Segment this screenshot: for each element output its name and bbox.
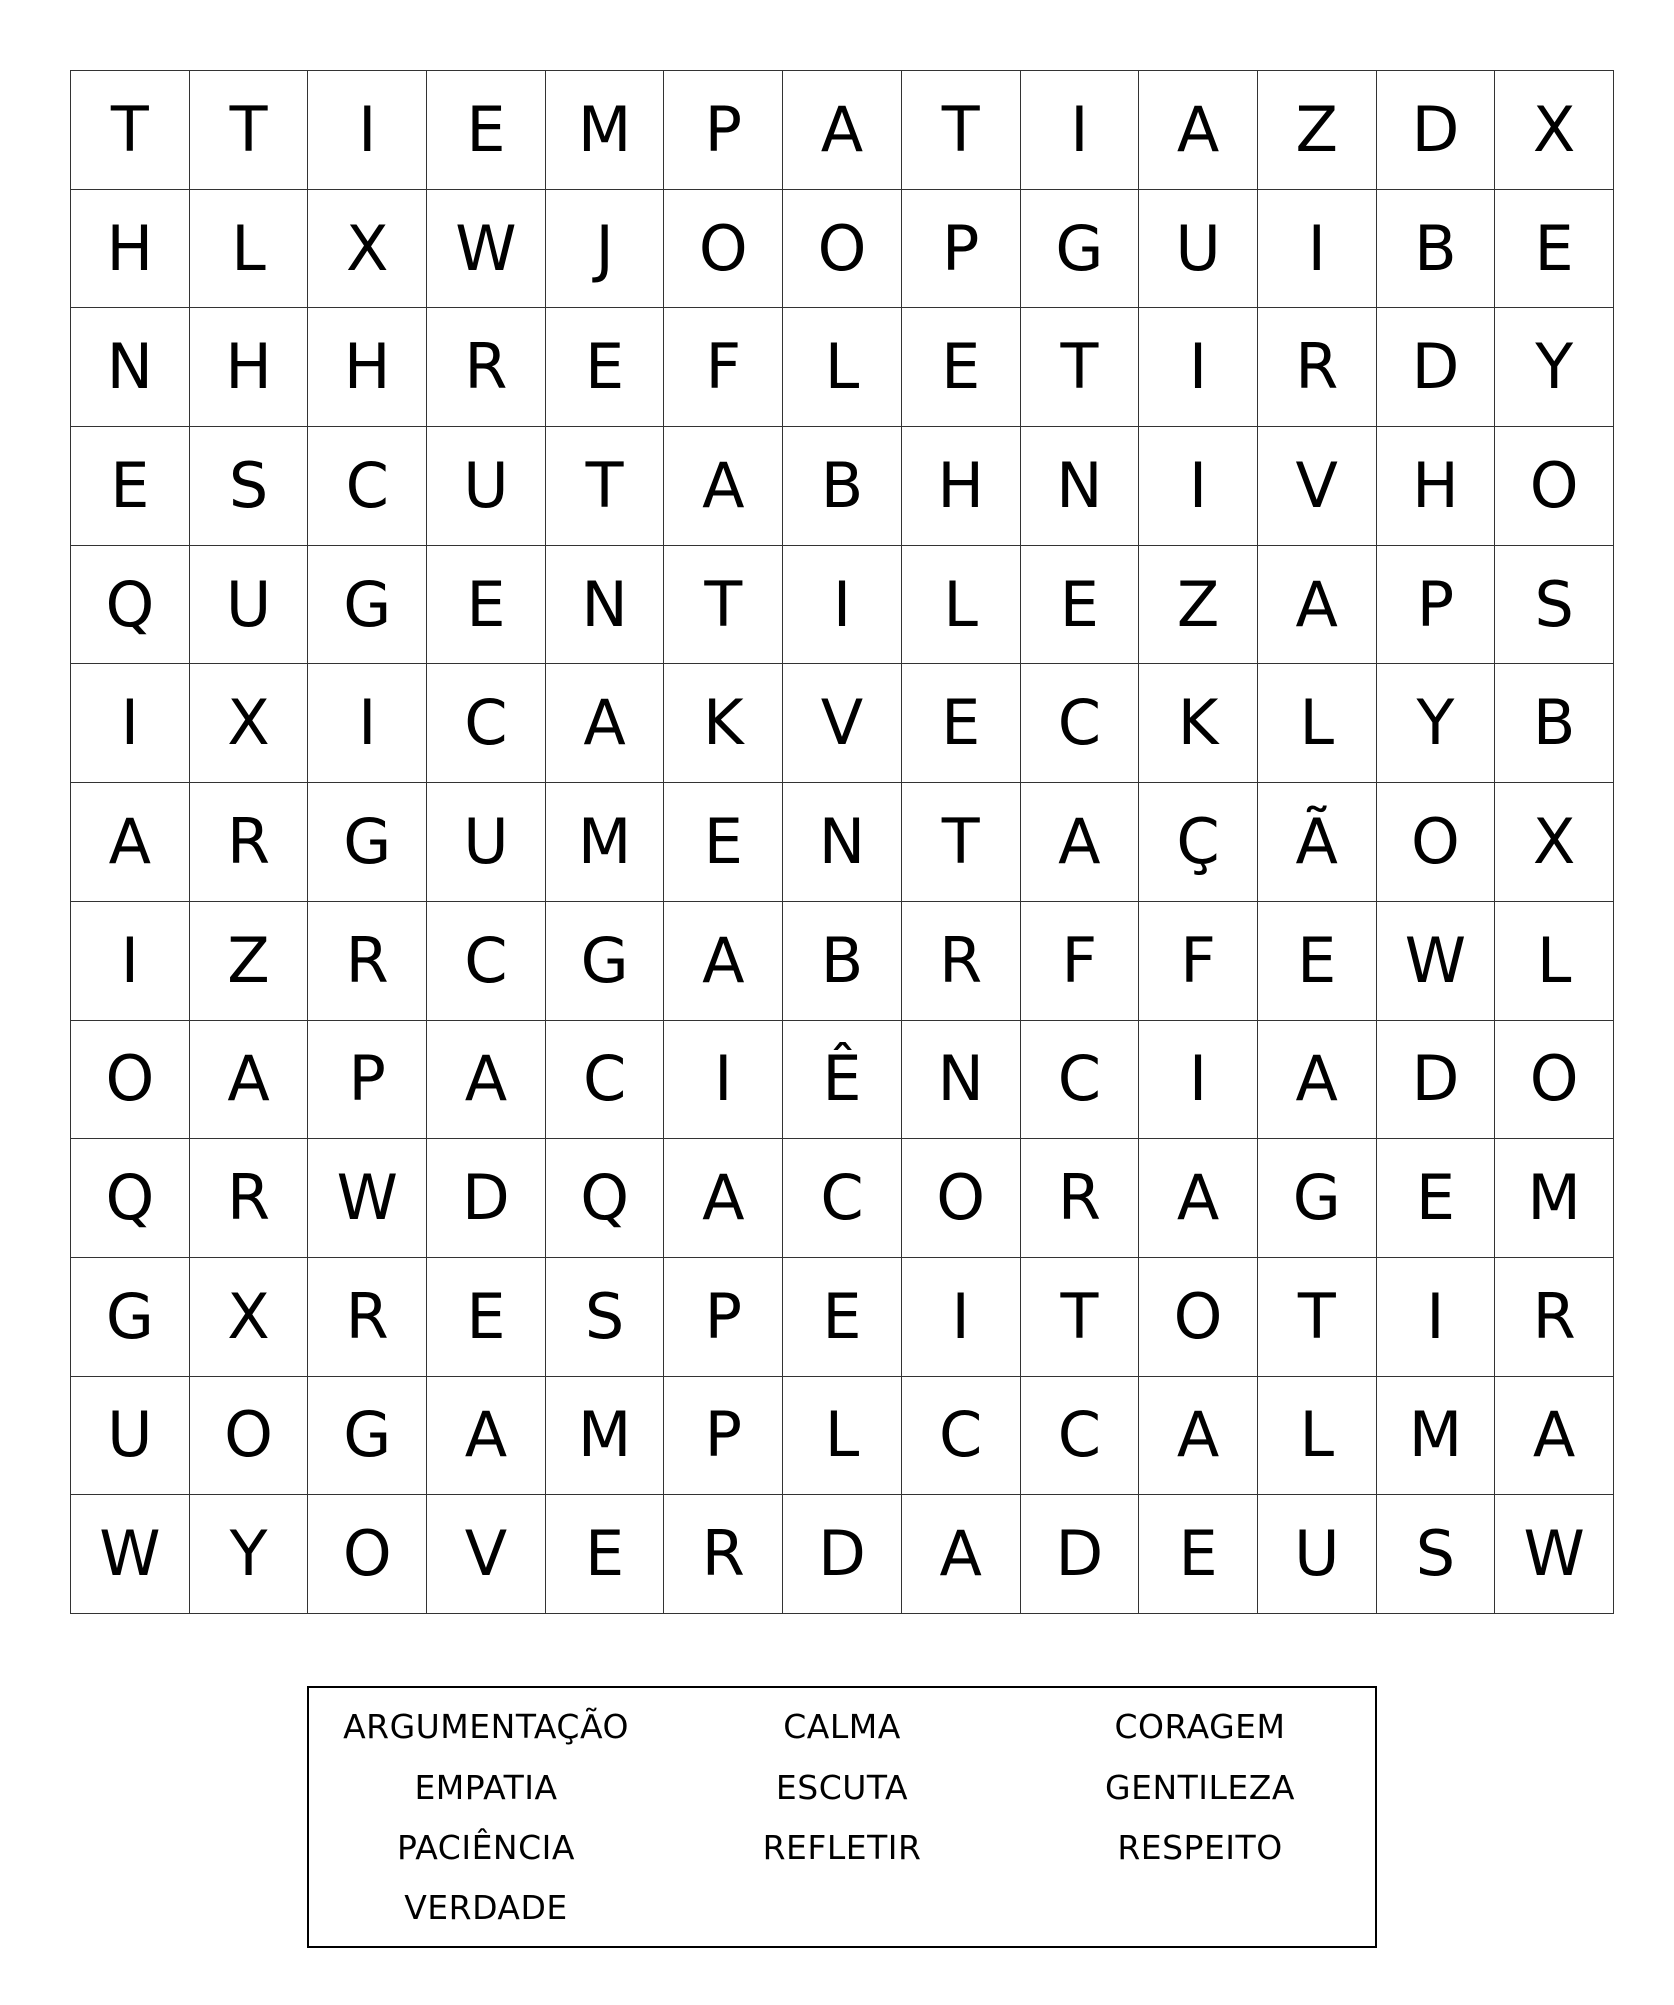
grid-cell[interactable]: I	[308, 71, 427, 190]
grid-cell[interactable]: Y	[1377, 664, 1496, 783]
grid-cell[interactable]: V	[1258, 427, 1377, 546]
grid-cell[interactable]: U	[427, 783, 546, 902]
word-bank-item: EMPATIA	[414, 1768, 558, 1807]
grid-cell[interactable]: I	[783, 546, 902, 665]
grid-cell[interactable]: T	[71, 71, 190, 190]
grid-cell[interactable]: L	[783, 308, 902, 427]
grid-cell[interactable]: O	[1139, 1258, 1258, 1377]
grid-cell[interactable]: U	[1139, 190, 1258, 309]
grid-cell[interactable]: B	[783, 902, 902, 1021]
grid-cell[interactable]: O	[1495, 1021, 1614, 1140]
grid-cell[interactable]: A	[902, 1495, 1021, 1614]
grid-cell[interactable]: P	[664, 1377, 783, 1496]
grid-cell[interactable]: P	[902, 190, 1021, 309]
grid-cell[interactable]: D	[1377, 1021, 1496, 1140]
grid-cell[interactable]: T	[1021, 308, 1140, 427]
word-bank-item: VERDADE	[404, 1888, 568, 1927]
grid-cell[interactable]: W	[1495, 1495, 1614, 1614]
grid-cell[interactable]: A	[71, 783, 190, 902]
grid-cell[interactable]: S	[1377, 1495, 1496, 1614]
grid-cell[interactable]: V	[427, 1495, 546, 1614]
grid-cell[interactable]: I	[1139, 1021, 1258, 1140]
grid-cell[interactable]: W	[1377, 902, 1496, 1021]
grid-cell[interactable]: A	[1139, 71, 1258, 190]
grid-cell[interactable]: E	[427, 1258, 546, 1377]
grid-cell[interactable]: T	[1021, 1258, 1140, 1377]
grid-cell[interactable]: A	[1495, 1377, 1614, 1496]
grid-cell[interactable]: F	[664, 308, 783, 427]
grid-cell[interactable]: C	[308, 427, 427, 546]
grid-cell[interactable]: Z	[1139, 546, 1258, 665]
grid-cell[interactable]: R	[902, 902, 1021, 1021]
grid-cell[interactable]: O	[664, 190, 783, 309]
grid-cell[interactable]: K	[664, 664, 783, 783]
grid-cell[interactable]: N	[71, 308, 190, 427]
grid-cell[interactable]: S	[1495, 546, 1614, 665]
grid-cell[interactable]: M	[1377, 1377, 1496, 1496]
grid-cell[interactable]: G	[71, 1258, 190, 1377]
grid-cell[interactable]: O	[1495, 427, 1614, 546]
grid-cell[interactable]: E	[1377, 1139, 1496, 1258]
grid-cell[interactable]: E	[783, 1258, 902, 1377]
word-bank-item: CALMA	[783, 1707, 901, 1746]
grid-cell[interactable]: D	[427, 1139, 546, 1258]
grid-cell[interactable]: Z	[190, 902, 309, 1021]
grid-cell[interactable]: C	[427, 902, 546, 1021]
grid-cell[interactable]: L	[1258, 664, 1377, 783]
grid-cell[interactable]: E	[1139, 1495, 1258, 1614]
grid-cell[interactable]: F	[1139, 902, 1258, 1021]
grid-cell[interactable]: X	[1495, 783, 1614, 902]
grid-cell[interactable]: G	[546, 902, 665, 1021]
grid-cell[interactable]: H	[308, 308, 427, 427]
grid-cell[interactable]: G	[1258, 1139, 1377, 1258]
grid-cell[interactable]: C	[1021, 664, 1140, 783]
grid-cell[interactable]: O	[71, 1021, 190, 1140]
grid-cell[interactable]: E	[664, 783, 783, 902]
grid-cell[interactable]: R	[1495, 1258, 1614, 1377]
grid-cell[interactable]: E	[902, 664, 1021, 783]
grid-cell[interactable]: E	[427, 546, 546, 665]
grid-cell[interactable]: O	[783, 190, 902, 309]
grid-cell[interactable]: T	[190, 71, 309, 190]
grid-cell[interactable]: T	[546, 427, 665, 546]
grid-cell[interactable]: Q	[546, 1139, 665, 1258]
grid-cell[interactable]: E	[546, 308, 665, 427]
word-bank-item: ESCUTA	[775, 1768, 909, 1807]
grid-cell[interactable]: R	[1258, 308, 1377, 427]
grid-cell[interactable]: L	[1495, 902, 1614, 1021]
grid-cell[interactable]: P	[308, 1021, 427, 1140]
word-search-grid	[70, 70, 1614, 1614]
grid-cell[interactable]: L	[783, 1377, 902, 1496]
grid-cell[interactable]: L	[190, 190, 309, 309]
word-bank-item: PACIÊNCIA	[397, 1828, 575, 1867]
grid-cell[interactable]: I	[71, 902, 190, 1021]
grid-cell[interactable]: W	[71, 1495, 190, 1614]
grid-cell[interactable]: W	[427, 190, 546, 309]
grid-cell[interactable]: Ç	[1139, 783, 1258, 902]
grid-cell[interactable]: I	[1139, 427, 1258, 546]
word-bank	[307, 1686, 1377, 1948]
grid-cell[interactable]: C	[902, 1377, 1021, 1496]
word-bank-item: CORAGEM	[1114, 1707, 1286, 1746]
grid-cell[interactable]: X	[308, 190, 427, 309]
grid-cell[interactable]: R	[664, 1495, 783, 1614]
grid-cell[interactable]: M	[546, 1377, 665, 1496]
grid-cell[interactable]: R	[190, 1139, 309, 1258]
grid-cell[interactable]: A	[783, 71, 902, 190]
grid-cell[interactable]: O	[190, 1377, 309, 1496]
grid-cell[interactable]: O	[902, 1139, 1021, 1258]
grid-cell[interactable]: C	[1021, 1021, 1140, 1140]
grid-cell[interactable]: L	[1258, 1377, 1377, 1496]
grid-cell[interactable]: Q	[71, 546, 190, 665]
grid-cell[interactable]: R	[308, 1258, 427, 1377]
grid-cell[interactable]: U	[71, 1377, 190, 1496]
grid-cell[interactable]: A	[1139, 1139, 1258, 1258]
grid-cell[interactable]: O	[1377, 783, 1496, 902]
grid-cell[interactable]: D	[1021, 1495, 1140, 1614]
grid-cell[interactable]: I	[1377, 1258, 1496, 1377]
grid-cell[interactable]: N	[902, 1021, 1021, 1140]
grid-cell[interactable]: N	[783, 783, 902, 902]
grid-cell[interactable]: X	[190, 664, 309, 783]
grid-cell[interactable]: A	[664, 427, 783, 546]
grid-cell[interactable]: E	[1258, 902, 1377, 1021]
grid-cell[interactable]: O	[308, 1495, 427, 1614]
grid-cell[interactable]: M	[546, 71, 665, 190]
grid-cell[interactable]: I	[1258, 190, 1377, 309]
grid-cell[interactable]: I	[664, 1021, 783, 1140]
grid-cell[interactable]: Q	[71, 1139, 190, 1258]
word-bank-item: REFLETIR	[762, 1828, 922, 1867]
grid-cell[interactable]: Y	[1495, 308, 1614, 427]
grid-cell[interactable]: A	[427, 1021, 546, 1140]
grid-cell[interactable]: H	[1377, 427, 1496, 546]
grid-cell[interactable]: U	[1258, 1495, 1377, 1614]
grid-cell[interactable]: U	[190, 546, 309, 665]
grid-cell[interactable]: I	[1021, 71, 1140, 190]
grid-cell[interactable]: H	[902, 427, 1021, 546]
grid-cell[interactable]: A	[1258, 546, 1377, 665]
grid-cell[interactable]: T	[664, 546, 783, 665]
grid-cell[interactable]: C	[546, 1021, 665, 1140]
grid-cell[interactable]: A	[546, 664, 665, 783]
word-bank-item: RESPEITO	[1117, 1828, 1283, 1867]
grid-cell[interactable]: A	[664, 902, 783, 1021]
grid-cell[interactable]: P	[1377, 546, 1496, 665]
word-bank-item: ARGUMENTAÇÃO	[343, 1707, 629, 1746]
word-bank-item: GENTILEZA	[1105, 1768, 1295, 1807]
grid-cell[interactable]: C	[783, 1139, 902, 1258]
grid-cell[interactable]: A	[1021, 783, 1140, 902]
grid-cell[interactable]: Z	[1258, 71, 1377, 190]
grid-cell[interactable]: D	[783, 1495, 902, 1614]
grid-cell[interactable]: T	[902, 783, 1021, 902]
grid-cell[interactable]: T	[902, 71, 1021, 190]
grid-cell[interactable]: X	[190, 1258, 309, 1377]
grid-cell[interactable]: R	[308, 902, 427, 1021]
grid-cell[interactable]: G	[308, 1377, 427, 1496]
grid-cell[interactable]: G	[1021, 190, 1140, 309]
grid-cell[interactable]: X	[1495, 71, 1614, 190]
grid-cell[interactable]: F	[1021, 902, 1140, 1021]
grid-cell[interactable]: H	[190, 308, 309, 427]
grid-cell[interactable]: P	[664, 71, 783, 190]
grid-cell[interactable]: P	[664, 1258, 783, 1377]
grid-cell[interactable]: I	[308, 664, 427, 783]
grid-cell[interactable]: A	[190, 1021, 309, 1140]
grid-cell[interactable]: H	[71, 190, 190, 309]
grid-cell[interactable]: S	[546, 1258, 665, 1377]
grid-cell[interactable]: Ã	[1258, 783, 1377, 902]
grid-cell[interactable]: T	[1258, 1258, 1377, 1377]
grid-cell[interactable]: I	[71, 664, 190, 783]
grid-cell[interactable]: E	[427, 71, 546, 190]
grid-cell[interactable]: G	[308, 783, 427, 902]
grid-cell[interactable]: A	[1258, 1021, 1377, 1140]
grid-cell[interactable]: W	[308, 1139, 427, 1258]
grid-cell[interactable]: B	[1377, 190, 1496, 309]
grid-cell[interactable]: E	[1495, 190, 1614, 309]
grid-cell[interactable]: I	[902, 1258, 1021, 1377]
grid-cell[interactable]: B	[783, 427, 902, 546]
grid-cell[interactable]: C	[427, 664, 546, 783]
grid-cell[interactable]: D	[1377, 308, 1496, 427]
grid-cell[interactable]: A	[1139, 1377, 1258, 1496]
grid-cell[interactable]: K	[1139, 664, 1258, 783]
grid-cell[interactable]: R	[190, 783, 309, 902]
grid-cell[interactable]: R	[1021, 1139, 1140, 1258]
grid-cell[interactable]: R	[427, 308, 546, 427]
grid-cell[interactable]: S	[190, 427, 309, 546]
grid-cell[interactable]: E	[546, 1495, 665, 1614]
grid-cell[interactable]: L	[902, 546, 1021, 665]
grid-cell[interactable]: A	[427, 1377, 546, 1496]
grid-cell[interactable]: U	[427, 427, 546, 546]
grid-cell[interactable]: D	[1377, 71, 1496, 190]
grid-cell[interactable]: I	[1139, 308, 1258, 427]
grid-cell[interactable]: G	[308, 546, 427, 665]
grid-cell[interactable]: A	[664, 1139, 783, 1258]
grid-cell[interactable]: E	[902, 308, 1021, 427]
grid-cell[interactable]: V	[783, 664, 902, 783]
grid-cell[interactable]: N	[1021, 427, 1140, 546]
grid-cell[interactable]: B	[1495, 664, 1614, 783]
grid-cell[interactable]: E	[71, 427, 190, 546]
grid-cell[interactable]: M	[546, 783, 665, 902]
grid-cell[interactable]: C	[1021, 1377, 1140, 1496]
grid-cell[interactable]: Y	[190, 1495, 309, 1614]
grid-cell[interactable]: E	[1021, 546, 1140, 665]
grid-cell[interactable]: M	[1495, 1139, 1614, 1258]
grid-cell[interactable]: N	[546, 546, 665, 665]
grid-cell[interactable]: J	[546, 190, 665, 309]
grid-cell[interactable]: Ê	[783, 1021, 902, 1140]
